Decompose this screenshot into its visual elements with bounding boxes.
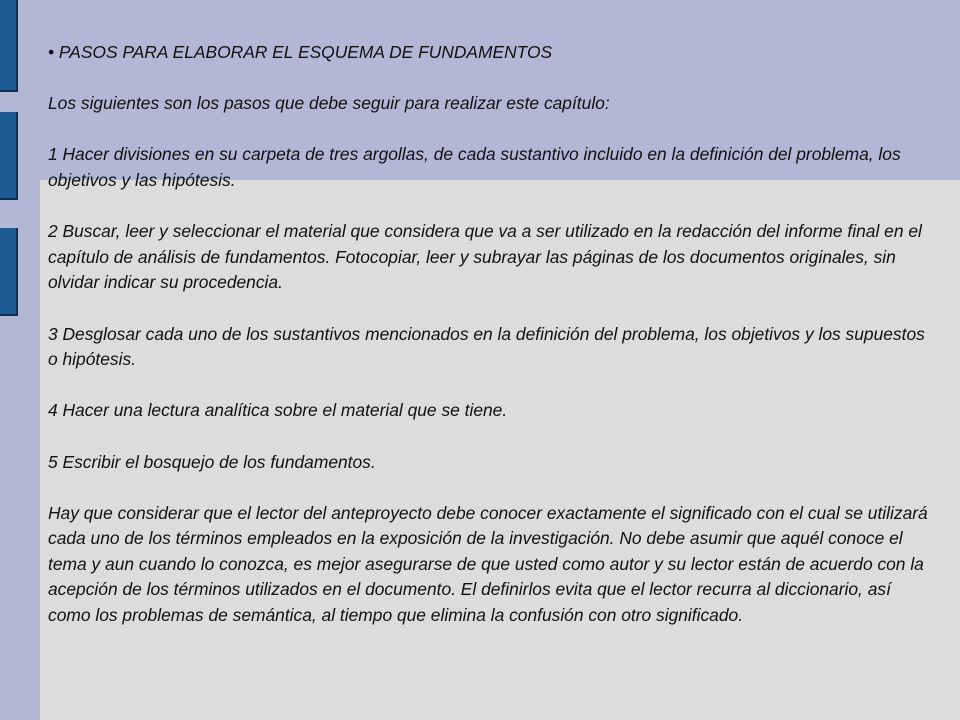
step-4: 4 Hacer una lectura analítica sobre el material que se tiene. [48, 400, 508, 421]
accent-bar-1 [0, 0, 18, 92]
slide-heading: • PASOS PARA ELABORAR EL ESQUEMA DE FUNDAMENTOS [48, 42, 553, 62]
accent-bar-2 [0, 112, 18, 200]
slide-body [48, 40, 938, 629]
step-1: 1 Hacer divisiones en su carpeta de tres argollas, de cada sustantivo incluido en la definición del problema, los objetivos y las hipótesis. [48, 144, 901, 190]
step-5: 5 Escribir el bosquejo de los fundamentos. [48, 451, 376, 472]
step-3: 3 Desglosar cada uno de los sustantivos mencionados en la definición del problema, los objetivos y los supuestos o hipótesis. [48, 323, 925, 370]
closing-paragraph: Hay que considerar que el lector del anteproyecto debe conocer exactamente el significado con el cual se utilizará cada uno de los términos empleados en la exposición de la investigación. No debe asumir que aquél conoce el tema y aun cuando lo conozca, es mejor asegurarse de que usted como autor y su lector están de acuerdo con la acepción de los términos utilizados en el documento. El definirlos evita que el lector recurra al diccionario, así como los problemas de semántica, al tiempo que elimina la confusión con otro significado. [48, 502, 928, 626]
intro-text: Los siguientes son los pasos que debe seguir para realizar este capítulo: [48, 93, 610, 114]
step-2: 2 Buscar, leer y seleccionar el material que considera que va a ser utilizado en la redacción del informe final en el capítulo de análisis de fundamentos. Fotocopiar, leer y subrayar las páginas de los documentos originales, sin olvidar indicar su procedencia. [48, 221, 922, 293]
accent-bar-3 [0, 228, 18, 316]
